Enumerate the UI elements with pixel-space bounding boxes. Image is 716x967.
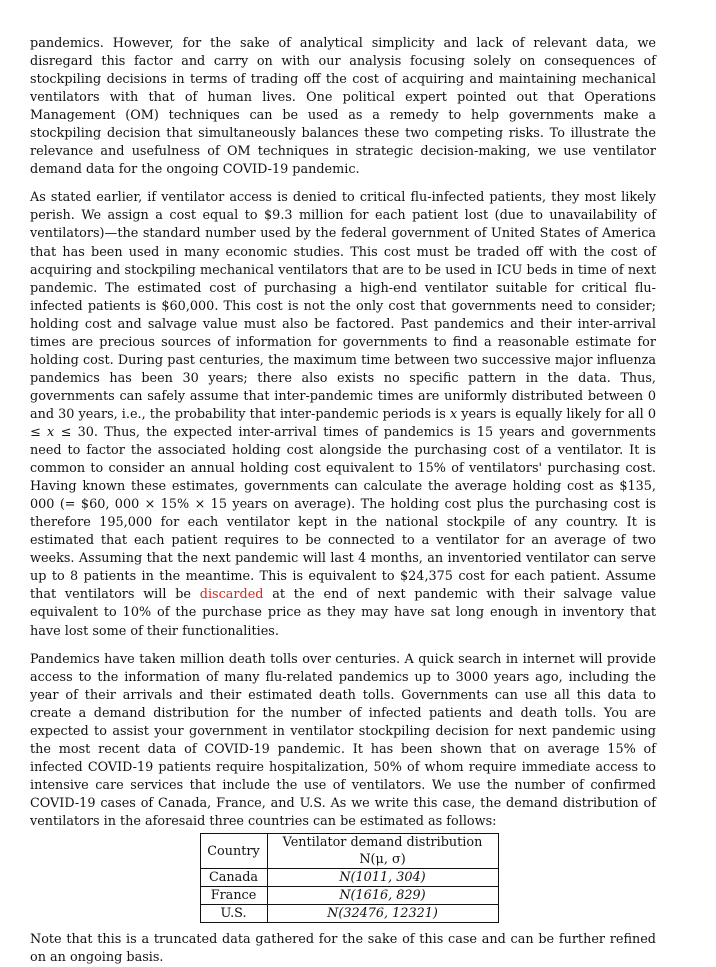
paragraph-ventilator-costs (30, 189, 656, 640)
cell-distribution: N(32476, 12321) (267, 905, 498, 923)
header-country: Country (200, 834, 267, 869)
cell-distribution: N(1616, 829) (267, 887, 498, 905)
highlighted-word-discarded: discarded (199, 587, 264, 603)
table-header-row (200, 834, 498, 869)
cell-country: France (200, 887, 267, 905)
math-variable-x: x (47, 424, 55, 440)
paragraph-note: Note that this is a truncated data gathered for the sake of this case and can be further refined on an ongoing basis. (30, 932, 656, 966)
table-row (200, 887, 498, 905)
paragraph-demand-distribution: Pandemics have taken million death tolls over centuries. A quick search in internet will provide access to the information of many flu-related pandemics up to 3000 years ago, including the year of their arrivals and their estimated death tolls. Governments can use all this data to create a demand distribution for the number of infected patients and death tolls. You are expected to assist your government in ventilator stockpiling decision for next pandemic using the most recent data of COVID-19 pandemic. It has been shown that on average 15% of infected COVID-19 patients require hospitalization, 50% of whom require immediate access to intensive care services that include the use of ventilators. We use the number of confirmed COVID-19 cases of Canada, France, and U.S. As we write this case, the demand distribution of ventilators in the aforesaid three countries can be estimated as follows: (30, 651, 656, 829)
ventilator-demand-table (200, 833, 499, 923)
cell-distribution: N(1011, 304) (267, 869, 498, 887)
document-page (30, 0, 656, 967)
cost-text-part-3: ≤ 30. Thus, the expected inter-arrival times of pandemics is 15 years and governments need to factor the associated holding cost alongside the purchasing cost of a ventilator. It is common to consider an annual holding cost equivalent to 15% of ventilators' purchasing cost. Having known these estimates, governments can calculate the average holding cost as $135, 000 (= $60, 000 × 15% × 15 years on average). The holding cost plus the purchasing cost is therefore 195,000 for each ventilator kept in the national stockpile of any country. It is estimated that each patient requires to be connected to a ventilator for an average of two weeks. Assuming that the next pandemic will last 4 months, an inventoried ventilator can serve up to 8 patients in the meantime. This is equivalent to $24,375 cost for each patient. Assume that ventilators will be (30, 424, 656, 603)
cost-text-part-2: years is equally likely for all 0 ≤ (30, 406, 656, 440)
header-distribution: Ventilator demand distribution N(μ, σ) (267, 834, 498, 869)
math-variable-x: x (449, 406, 458, 422)
cell-country: Canada (200, 869, 267, 887)
cell-country: U.S. (200, 905, 267, 923)
cost-text-part-1: As stated earlier, if ventilator access is denied to critical flu-infected patients, they most likely perish. We assign a cost equal to $9.3 million for each patient lost (due to unavailability of ventilators)—the standard number used by the federal government of United States of America that has been used in many economic studies. This cost must be traded off with the cost of acquiring and stockpiling mechanical ventilators that are to be used in ICU beds in time of next pandemic. The estimated cost of purchasing a high-end ventilator suitable for critical flu-infected patients is $60,000. This cost is not the only cost that governments need to consider; holding cost and salvage value must also be factored. Past pandemics and their inter-arrival times are precious sources of information for governments to find a reasonable estimate for holding cost. During past centuries, the maximum time between two successive major influenza pandemics has been 30 years; there also exists no specific pattern in the data. Thus, governments can safely assume that inter-pandemic times are uniformly distributed between 0 and 30 years, i.e., the probability that inter-pandemic periods is (30, 190, 656, 422)
table-row (200, 905, 498, 923)
cost-text-part-4: at the end of next pandemic with their salvage value equivalent to 10% of the purchase price as they may have sat long enough in inventory that have lost some of their functionalities. (30, 587, 656, 639)
paragraph-om-techniques: pandemics. However, for the sake of analytical simplicity and lack of relevant data, we disregard this factor and carry on with our analysis focusing solely on consequences of stockpiling decisions in terms of trading off the cost of acquiring and maintaining mechanical ventilators with that of human lives. One political expert pointed out that Operations Management (OM) techniques can be used as a remedy to help governments make a stockpiling decision that simultaneously balances these two competing risks. To illustrate the relevance and usefulness of OM techniques in strategic decision-making, we use ventilator demand data for the ongoing COVID-19 pandemic. (30, 36, 656, 178)
table-row (200, 869, 498, 887)
